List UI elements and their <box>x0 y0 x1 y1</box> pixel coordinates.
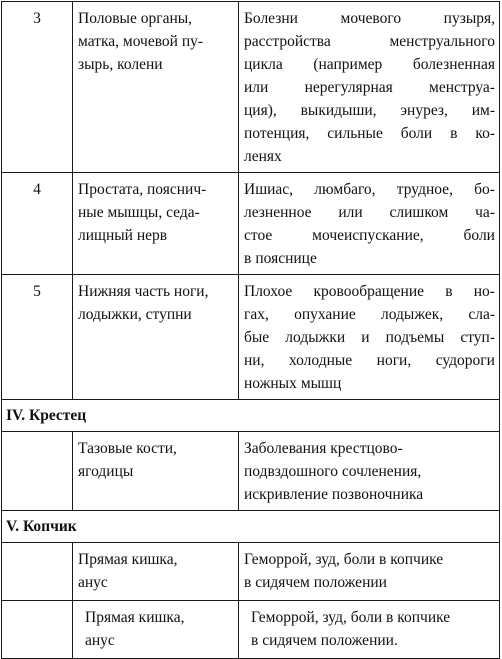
organs-line: матка, мочевой пу- <box>78 33 204 50</box>
word: в <box>244 250 252 267</box>
diseases-cell <box>239 601 500 659</box>
organs-line: анус <box>85 632 115 649</box>
vertebra-number-cell: 4 <box>2 173 73 275</box>
diseases-line <box>244 349 495 372</box>
diseases-cell <box>239 173 500 275</box>
word: кровообращение <box>313 283 425 300</box>
word: менструального <box>389 33 495 50</box>
word: сильные <box>327 125 383 142</box>
organs-line: Простата, пояснич- <box>78 181 207 198</box>
organs-line: Половые органы, <box>78 10 193 27</box>
word: пояснице <box>255 250 317 267</box>
word: и <box>361 329 370 346</box>
vertebra-number-cell: 5 <box>2 275 73 400</box>
word: ция), <box>244 102 277 119</box>
diseases-line <box>244 372 495 395</box>
organs-line: Прямая кишка, <box>85 609 185 626</box>
diseases-line <box>244 247 495 270</box>
section-header-row <box>2 511 500 543</box>
organs-line: лищный нерв <box>78 227 168 244</box>
diseases-line: в сидячем положении <box>244 574 387 591</box>
word: мышц <box>300 375 342 392</box>
diseases-line <box>244 7 495 30</box>
word: потенция, <box>244 125 310 142</box>
diseases-line <box>244 326 495 349</box>
word: холодные <box>288 352 353 369</box>
word: им- <box>471 102 495 119</box>
word: нерегулярная <box>304 79 393 96</box>
organs-line: зырь, колени <box>78 56 163 73</box>
word: бые <box>244 329 270 346</box>
word: ступ- <box>460 329 495 346</box>
word: ко- <box>475 125 495 142</box>
word: лезненное <box>244 204 312 221</box>
word: трудное, <box>396 181 453 198</box>
organs-cell <box>73 601 239 659</box>
word: расстройства <box>244 33 331 50</box>
word: Ишиас, <box>244 181 294 198</box>
organs-cell <box>73 275 239 400</box>
diseases-line <box>244 178 495 201</box>
table-row <box>2 173 500 275</box>
word: бо- <box>474 181 495 198</box>
organs-line: ные мышцы, седа- <box>78 204 200 221</box>
word: стое <box>244 227 273 244</box>
word: цикла <box>244 56 283 73</box>
word: или <box>338 204 363 221</box>
organs-line: Нижняя часть ноги, <box>78 283 209 300</box>
word: слишком <box>389 204 449 221</box>
table-row <box>2 543 500 601</box>
organs-cell <box>73 543 239 601</box>
word: или <box>244 79 269 96</box>
word: опухание <box>294 306 356 323</box>
table-row <box>2 275 500 400</box>
diseases-line: искривление позвоночника <box>244 486 424 503</box>
diseases-line: Геморрой, зуд, боли в копчике <box>251 609 451 626</box>
organs-line: Тазовые кости, <box>78 440 177 457</box>
diseases-cell <box>239 275 500 400</box>
word: боли <box>463 227 495 244</box>
diseases-line <box>244 99 495 122</box>
word: выкидыши, <box>300 102 377 119</box>
word: мочевого <box>340 10 402 27</box>
word: люмбаго, <box>314 181 376 198</box>
diseases-cell <box>239 2 500 173</box>
vertebra-number-cell <box>2 543 73 601</box>
diseases-line: подвздошного сочленения, <box>244 463 422 480</box>
table-row <box>2 2 500 173</box>
word: гах, <box>244 306 269 323</box>
word: ноги, <box>376 352 412 369</box>
organs-line: лодыжки, ступни <box>78 306 192 323</box>
word: но- <box>473 283 495 300</box>
diseases-line <box>244 76 495 99</box>
word: подъемы <box>385 329 445 346</box>
diseases-line <box>244 303 495 326</box>
diseases-line <box>244 224 495 247</box>
diseases-line <box>244 201 495 224</box>
table-row <box>2 432 500 511</box>
word: лодыжки <box>285 329 346 346</box>
word: энурез, <box>400 102 448 119</box>
word: в <box>445 283 453 300</box>
vertebrae-disease-table <box>1 1 500 659</box>
vertebra-number-cell <box>2 601 73 659</box>
word: ленях <box>244 148 282 165</box>
organs-cell <box>73 173 239 275</box>
diseases-line <box>244 30 495 53</box>
diseases-line <box>244 280 495 303</box>
vertebra-number-cell <box>2 432 73 511</box>
vertebra-number-cell: 3 <box>2 2 73 173</box>
word: болезненная <box>412 56 495 73</box>
word: сла- <box>468 306 495 323</box>
diseases-line: в сидячем положении. <box>251 632 398 649</box>
organs-line: анус <box>78 574 108 591</box>
diseases-line <box>244 145 495 168</box>
word: менструа- <box>429 79 495 96</box>
word: боли <box>400 125 433 142</box>
diseases-cell <box>239 432 500 511</box>
organs-cell <box>73 2 239 173</box>
word: мочеиспускание, <box>312 227 424 244</box>
word: Плохое <box>244 283 293 300</box>
organs-line: ягодицы <box>78 463 134 480</box>
word: ни, <box>244 352 265 369</box>
organs-line: Прямая кишка, <box>78 551 178 568</box>
diseases-line <box>244 122 495 145</box>
word: ча- <box>475 204 495 221</box>
organs-cell <box>73 432 239 511</box>
diseases-line: Геморрой, зуд, боли в копчике <box>244 551 444 568</box>
section-header-row <box>2 400 500 432</box>
word: лодыжек, <box>380 306 444 323</box>
diseases-cell <box>239 543 500 601</box>
word: ножных <box>244 375 297 392</box>
word: судороги <box>435 352 495 369</box>
word: Болезни <box>244 10 298 27</box>
section-title-coccyx: V. Копчик <box>2 511 500 543</box>
diseases-line: Заболевания крестцово- <box>244 440 403 457</box>
diseases-line <box>244 53 495 76</box>
word: пузыря, <box>443 10 495 27</box>
word: в <box>450 125 458 142</box>
section-title-sacrum: IV. Крестец <box>2 400 500 432</box>
table-row <box>2 601 500 659</box>
word: (например <box>313 56 383 73</box>
